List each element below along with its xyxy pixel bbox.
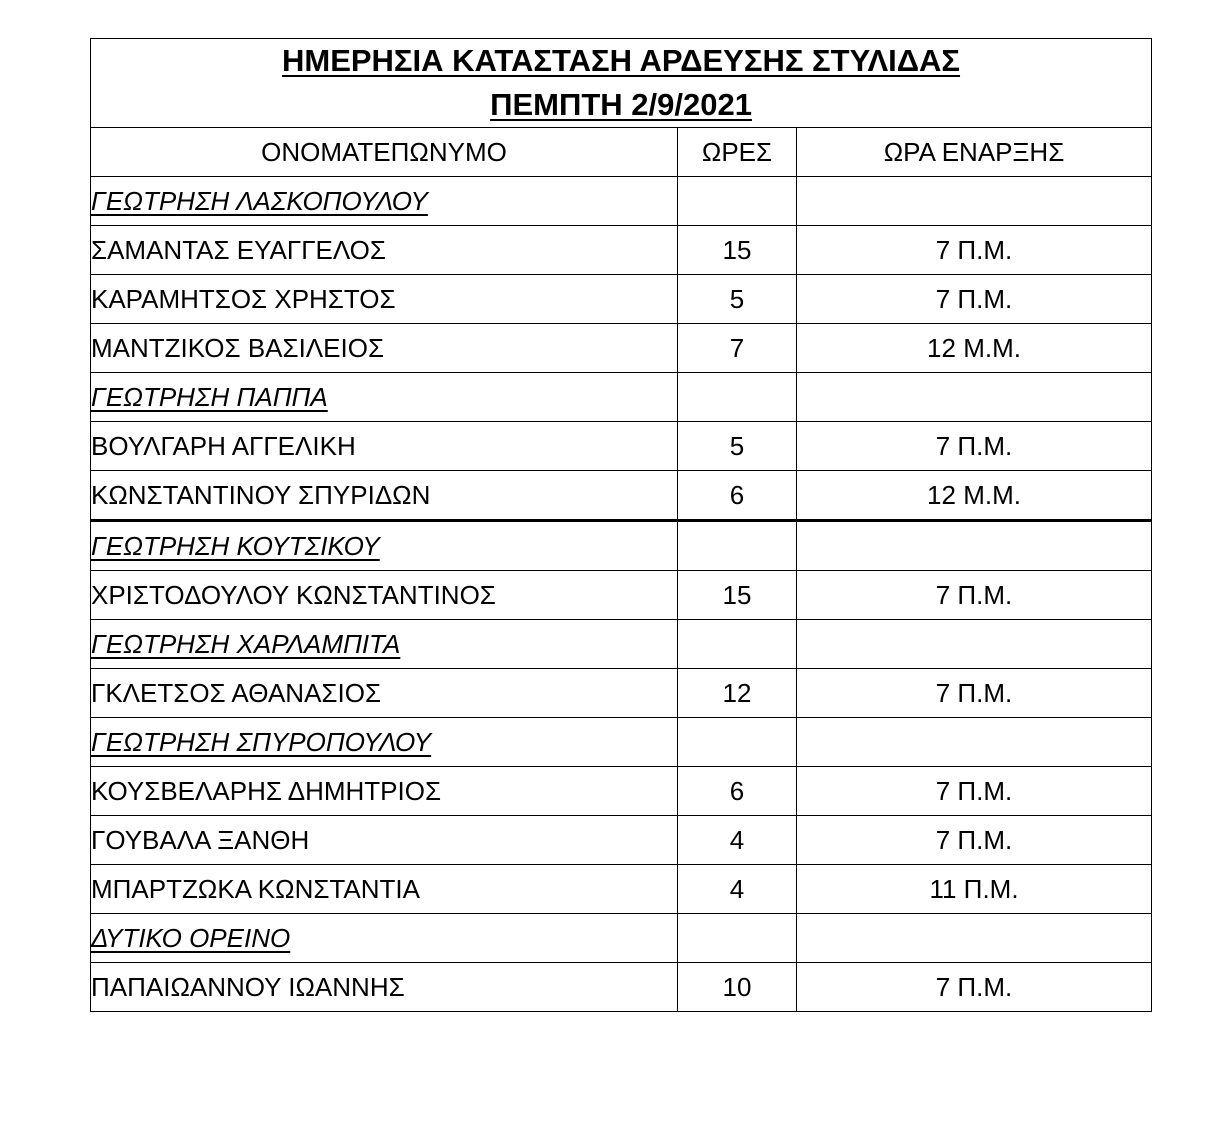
group-row xyxy=(91,718,1152,767)
empty-cell xyxy=(797,521,1152,571)
table-row xyxy=(91,963,1152,1012)
person-name: ΠΑΠΑΙΩΑΝΝΟΥ ΙΩΑΝΝΗΣ xyxy=(91,963,678,1012)
empty-cell xyxy=(678,521,797,571)
hours-value: 10 xyxy=(678,963,797,1012)
group-label: ΓΕΩΤΡΗΣΗ ΠΑΠΠΑ xyxy=(91,373,678,422)
table-row xyxy=(91,324,1152,373)
hours-value: 15 xyxy=(678,226,797,275)
start-time-value: 11 Π.Μ. xyxy=(797,865,1152,914)
start-time-value: 7 Π.Μ. xyxy=(797,571,1152,620)
start-time-value: 7 Π.Μ. xyxy=(797,275,1152,324)
table-row xyxy=(91,816,1152,865)
table-row xyxy=(91,767,1152,816)
irrigation-schedule-table xyxy=(90,38,1152,1012)
document-date: ΠΕΜΠΤΗ 2/9/2021 xyxy=(490,87,752,122)
hours-value: 5 xyxy=(678,422,797,471)
person-name: ΓΟΥΒΑΛΑ ΞΑΝΘΗ xyxy=(91,816,678,865)
group-label: ΓΕΩΤΡΗΣΗ ΚΟΥΤΣΙΚΟΥ xyxy=(91,521,678,571)
start-time-value: 7 Π.Μ. xyxy=(797,767,1152,816)
person-name: ΒΟΥΛΓΑΡΗ ΑΓΓΕΛΙΚΗ xyxy=(91,422,678,471)
group-row xyxy=(91,914,1152,963)
start-time-value: 7 Π.Μ. xyxy=(797,816,1152,865)
empty-cell xyxy=(797,914,1152,963)
column-header-name: ΟΝΟΜΑΤΕΠΩΝΥΜΟ xyxy=(91,128,678,177)
empty-cell xyxy=(797,620,1152,669)
title-row xyxy=(91,39,1152,128)
person-name: ΓΚΛΕΤΣΟΣ ΑΘΑΝΑΣΙΟΣ xyxy=(91,669,678,718)
table-row xyxy=(91,471,1152,521)
group-row xyxy=(91,373,1152,422)
person-name: ΜΑΝΤΖΙΚΟΣ ΒΑΣΙΛΕΙΟΣ xyxy=(91,324,678,373)
person-name: ΚΩΝΣΤΑΝΤΙΝΟΥ ΣΠΥΡΙΔΩΝ xyxy=(91,471,678,521)
table-row xyxy=(91,275,1152,324)
group-row xyxy=(91,620,1152,669)
group-row xyxy=(91,177,1152,226)
hours-value: 4 xyxy=(678,865,797,914)
start-time-value: 12 Μ.Μ. xyxy=(797,324,1152,373)
document-title: ΗΜΕΡΗΣΙΑ ΚΑΤΑΣΤΑΣΗ ΑΡΔΕΥΣΗΣ ΣΤΥΛΙΔΑΣ xyxy=(281,43,961,78)
group-label: ΔΥΤΙΚΟ ΟΡΕΙΝΟ xyxy=(91,914,678,963)
hours-value: 5 xyxy=(678,275,797,324)
header-row xyxy=(91,128,1152,177)
table-row xyxy=(91,865,1152,914)
table-row xyxy=(91,669,1152,718)
person-name: ΧΡΙΣΤΟΔΟΥΛΟΥ ΚΩΝΣΤΑΝΤΙΝΟΣ xyxy=(91,571,678,620)
start-time-value: 7 Π.Μ. xyxy=(797,226,1152,275)
person-name: ΚΟΥΣΒΕΛΑΡΗΣ ΔΗΜΗΤΡΙΟΣ xyxy=(91,767,678,816)
empty-cell xyxy=(678,373,797,422)
hours-value: 7 xyxy=(678,324,797,373)
hours-value: 6 xyxy=(678,471,797,521)
title-cell xyxy=(91,39,1152,128)
group-label: ΓΕΩΤΡΗΣΗ ΣΠΥΡΟΠΟΥΛΟΥ xyxy=(91,718,678,767)
group-label: ΓΕΩΤΡΗΣΗ ΧΑΡΛΑΜΠΙΤΑ xyxy=(91,620,678,669)
person-name: ΚΑΡΑΜΗΤΣΟΣ ΧΡΗΣΤΟΣ xyxy=(91,275,678,324)
empty-cell xyxy=(678,914,797,963)
empty-cell xyxy=(678,718,797,767)
group-row xyxy=(91,521,1152,571)
column-header-hours: ΩΡΕΣ xyxy=(678,128,797,177)
empty-cell xyxy=(797,373,1152,422)
empty-cell xyxy=(678,620,797,669)
start-time-value: 7 Π.Μ. xyxy=(797,422,1152,471)
hours-value: 6 xyxy=(678,767,797,816)
hours-value: 4 xyxy=(678,816,797,865)
group-label: ΓΕΩΤΡΗΣΗ ΛΑΣΚΟΠΟΥΛΟΥ xyxy=(91,177,678,226)
table-row xyxy=(91,571,1152,620)
person-name: ΜΠΑΡΤΖΩΚΑ ΚΩΝΣΤΑΝΤΙΑ xyxy=(91,865,678,914)
hours-value: 15 xyxy=(678,571,797,620)
table-row xyxy=(91,422,1152,471)
column-header-start-time: ΩΡΑ ΕΝΑΡΞΗΣ xyxy=(797,128,1152,177)
empty-cell xyxy=(797,177,1152,226)
table-row xyxy=(91,226,1152,275)
start-time-value: 12 Μ.Μ. xyxy=(797,471,1152,521)
hours-value: 12 xyxy=(678,669,797,718)
empty-cell xyxy=(678,177,797,226)
start-time-value: 7 Π.Μ. xyxy=(797,669,1152,718)
start-time-value: 7 Π.Μ. xyxy=(797,963,1152,1012)
person-name: ΣΑΜΑΝΤΑΣ ΕΥΑΓΓΕΛΟΣ xyxy=(91,226,678,275)
empty-cell xyxy=(797,718,1152,767)
